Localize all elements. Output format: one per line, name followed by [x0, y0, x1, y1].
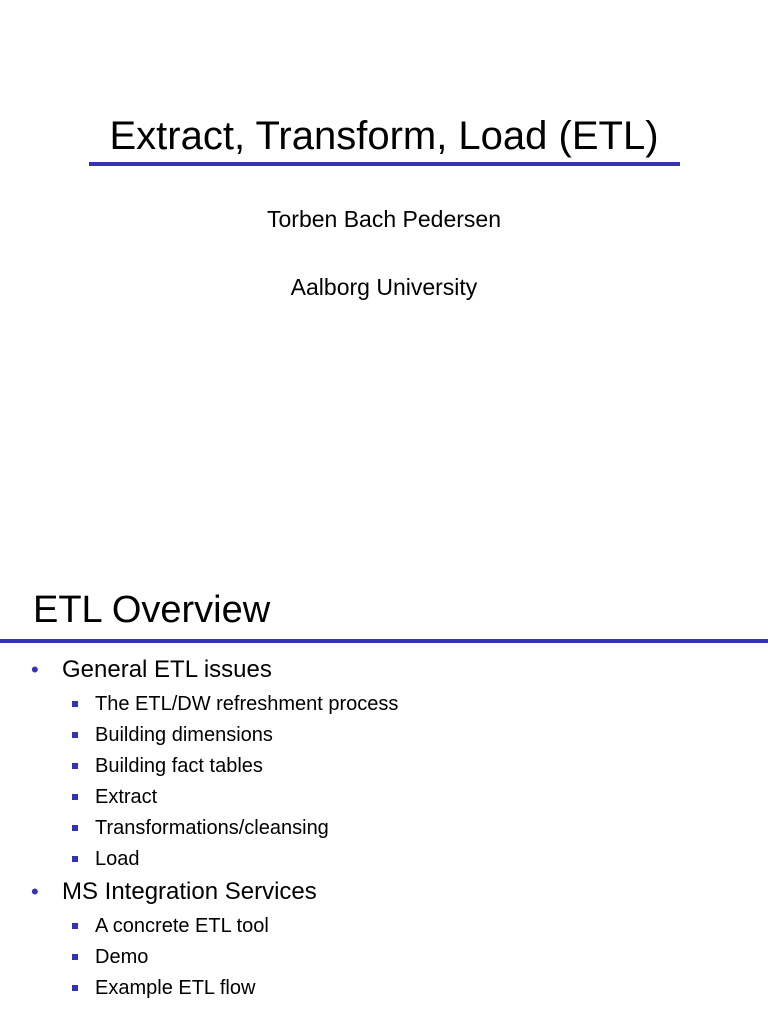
- sub-bullet-text: Extract: [95, 786, 158, 808]
- heading-underline: [0, 639, 768, 643]
- sub-bullet-item: [0, 689, 768, 720]
- square-bullet-icon: [72, 701, 78, 707]
- sub-bullet-item: [0, 751, 768, 782]
- sub-bullet-text: A concrete ETL tool: [95, 915, 269, 937]
- bullet-dot-icon: •: [31, 657, 39, 682]
- bullet-text: MS Integration Services: [62, 878, 317, 905]
- slide-heading: ETL Overview: [33, 589, 271, 631]
- sub-bullet-text: Building dimensions: [95, 724, 273, 746]
- sub-bullet-item: [0, 844, 768, 875]
- sub-bullet-text: Example ETL flow: [95, 977, 256, 999]
- bullet-item: [0, 653, 768, 689]
- sub-bullet-item: [0, 973, 768, 1004]
- square-bullet-icon: [72, 732, 78, 738]
- sub-bullet-text: Building fact tables: [95, 755, 263, 777]
- square-bullet-icon: [72, 985, 78, 991]
- slide-overview: [0, 512, 768, 1024]
- sub-bullet-item: [0, 813, 768, 844]
- author-name: Torben Bach Pedersen: [267, 206, 501, 232]
- sub-bullet-text: The ETL/DW refreshment process: [95, 693, 399, 715]
- square-bullet-icon: [72, 794, 78, 800]
- sub-bullet-item: [0, 782, 768, 813]
- square-bullet-icon: [72, 954, 78, 960]
- slide-title: Extract, Transform, Load (ETL): [109, 114, 659, 158]
- title-underline: [89, 162, 680, 166]
- sub-bullet-text: Demo: [95, 946, 149, 968]
- square-bullet-icon: [72, 856, 78, 862]
- bullet-item: [0, 875, 768, 911]
- bullet-text: General ETL issues: [62, 656, 272, 683]
- square-bullet-icon: [72, 923, 78, 929]
- affiliation: Aalborg University: [290, 274, 478, 300]
- sub-bullet-item: [0, 942, 768, 973]
- bullet-dot-icon: •: [31, 879, 39, 904]
- sub-bullet-text: Transformations/cleansing: [95, 817, 329, 839]
- square-bullet-icon: [72, 763, 78, 769]
- sub-bullet-text: Load: [95, 848, 140, 870]
- sub-bullet-item: [0, 720, 768, 751]
- square-bullet-icon: [72, 825, 78, 831]
- sub-bullet-item: [0, 911, 768, 942]
- bullet-list: [0, 653, 768, 1004]
